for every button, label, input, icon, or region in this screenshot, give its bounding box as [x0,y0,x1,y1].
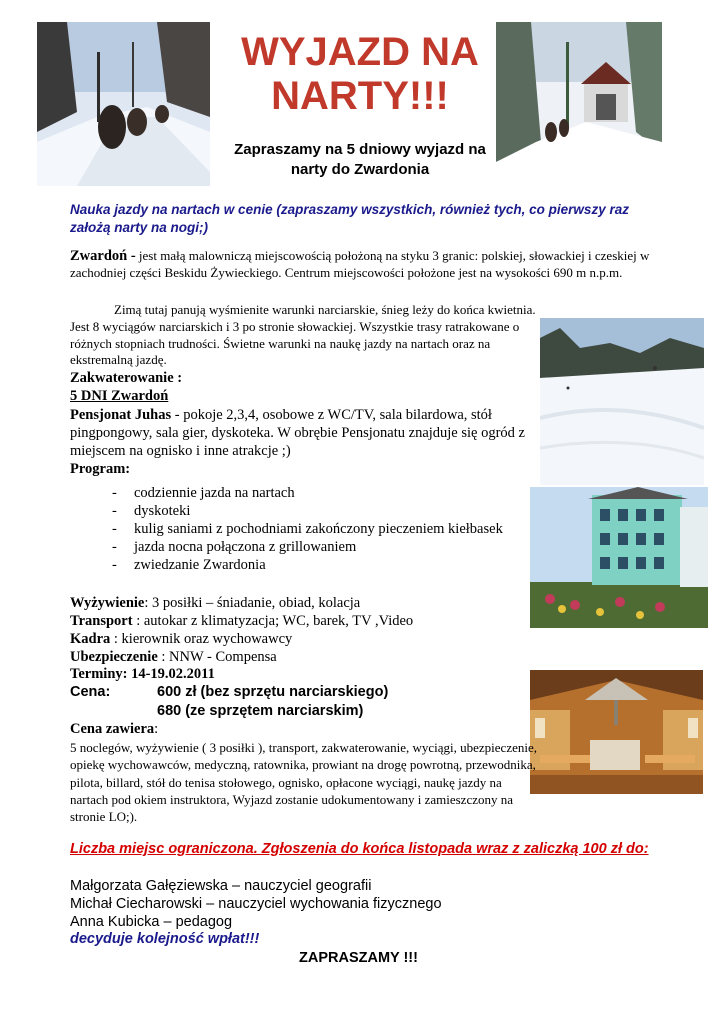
payment-order-note: decyduje kolejność wpłat!!! [70,931,260,947]
pension-building-photo [530,487,708,628]
program-heading: Program: [70,461,131,477]
list-item: - kulig saniami z pochodniami zakończony pieczeniem kiełbasek [112,521,503,537]
pension-label: Pensjonat Juhas [70,407,172,423]
winter-lodge-photo [496,22,662,188]
transport-info: Transport : autokar z klimatyzacja; WC, barek, TV ,Video [70,613,414,629]
price-label: Cena: [70,684,111,700]
accommodation-days: 5 DNI Zwardoń [70,388,169,404]
program-list [112,484,512,574]
price-with-equipment: 680 (ze sprzętem narciarskim) [157,703,364,719]
lesson-note: Nauka jazdy na nartach w cenie (zapraszamy wszystkich, również tych, co pierwszy raz założą narty na nogi;) [70,202,629,235]
closing-invitation: ZAPRASZAMY !!! [299,950,418,966]
meals-info: Wyżywienie: 3 posiłki – śniadanie, obiad, kolacja [70,595,361,611]
price-includes-heading: Cena zawiera: [70,721,159,737]
price-without-equipment: 600 zł (bez sprzętu narciarskiego) [157,684,389,700]
pension-description [70,406,528,460]
winter-conditions: Zimą tutaj panują wyśmienite warunki narciarskie, śnieg leży do końca kwietnia. [114,302,536,317]
invite-subtitle: Zapraszamy na 5 dniowy wyjazd na narty do Zwardonia [234,141,486,178]
list-item: - dyskoteki [112,503,191,519]
zwardon-text: jest małą malowniczą miejscowością położoną na styku 3 granic: polskiej, słowackiej i czeskiej w zachodniej części Beskidu Żywieckiego. Centrum miejscowości położone jest na wysokości 690 m n.p.m. [70,248,650,280]
page-title: WYJAZD NA NARTY!!! [241,30,479,118]
contact-person: Anna Kubicka – pedagog [70,914,233,930]
insurance-info: Ubezpieczenie : NNW - Compensa [70,649,277,665]
staff-info: Kadra : kierownik oraz wychowawcy [70,631,293,647]
contact-person: Michał Ciecharowski – nauczyciel wychowania fizycznego [70,896,442,912]
list-item: - jazda nocna połączona z grillowaniem [112,539,357,555]
contact-person: Małgorzata Gałęziewska – nauczyciel geografii [70,878,372,894]
signup-limit-notice: Liczba miejsc ograniczona. Zgłoszenia do końca listopada wraz z zaliczką 100 zł do: [70,841,649,857]
zwardon-description [70,247,650,282]
dates-info: Terminy: 14-19.02.2011 [70,666,215,682]
list-item: - codziennie jazda na nartach [112,485,295,501]
list-item: - zwiedzanie Zwardonia [112,557,266,573]
zwardon-label: Zwardoń - [70,248,136,264]
ski-slope-photo [540,318,704,485]
ski-lifts-description: Jest 8 wyciągów narciarskich i 3 po stronie słowackiej. Wszystkie trasy ratrakowane o różnych stopniach trudności. Świetne warunki na naukę jazdy na nartach oraz na ekstremalną jazdę. [70,319,520,367]
pension-text: - pokoje 2,3,4, osobowe z WC/TV, sala bilardowa, stół pingpongowy, sala gier, dyskoteka. W obrębie Pensjonatu znajduje się ogród z miejscem na ognisko i inne atrakcje ;) [70,407,525,459]
accommodation-heading: Zakwaterowanie : [70,370,183,386]
sleigh-ride-photo [37,22,210,186]
wooden-gazebo-photo [530,670,703,794]
price-includes-text: 5 noclegów, wyżywienie ( 3 posiłki ), transport, zakwaterowanie, wyciągi, ubezpieczenie, opiekę wychowawców, medyczną, ratownika, prowiant na drogę powrotną, przewodnika, pilota, billard, stół do tenisa stołowego, ognisko, opłacone wyciągi, naukę jazdy na nartach pod okiem instruktora, Wyjazd zostanie udokumentowany i zamieszczony na stronie LO;). [70,740,537,825]
